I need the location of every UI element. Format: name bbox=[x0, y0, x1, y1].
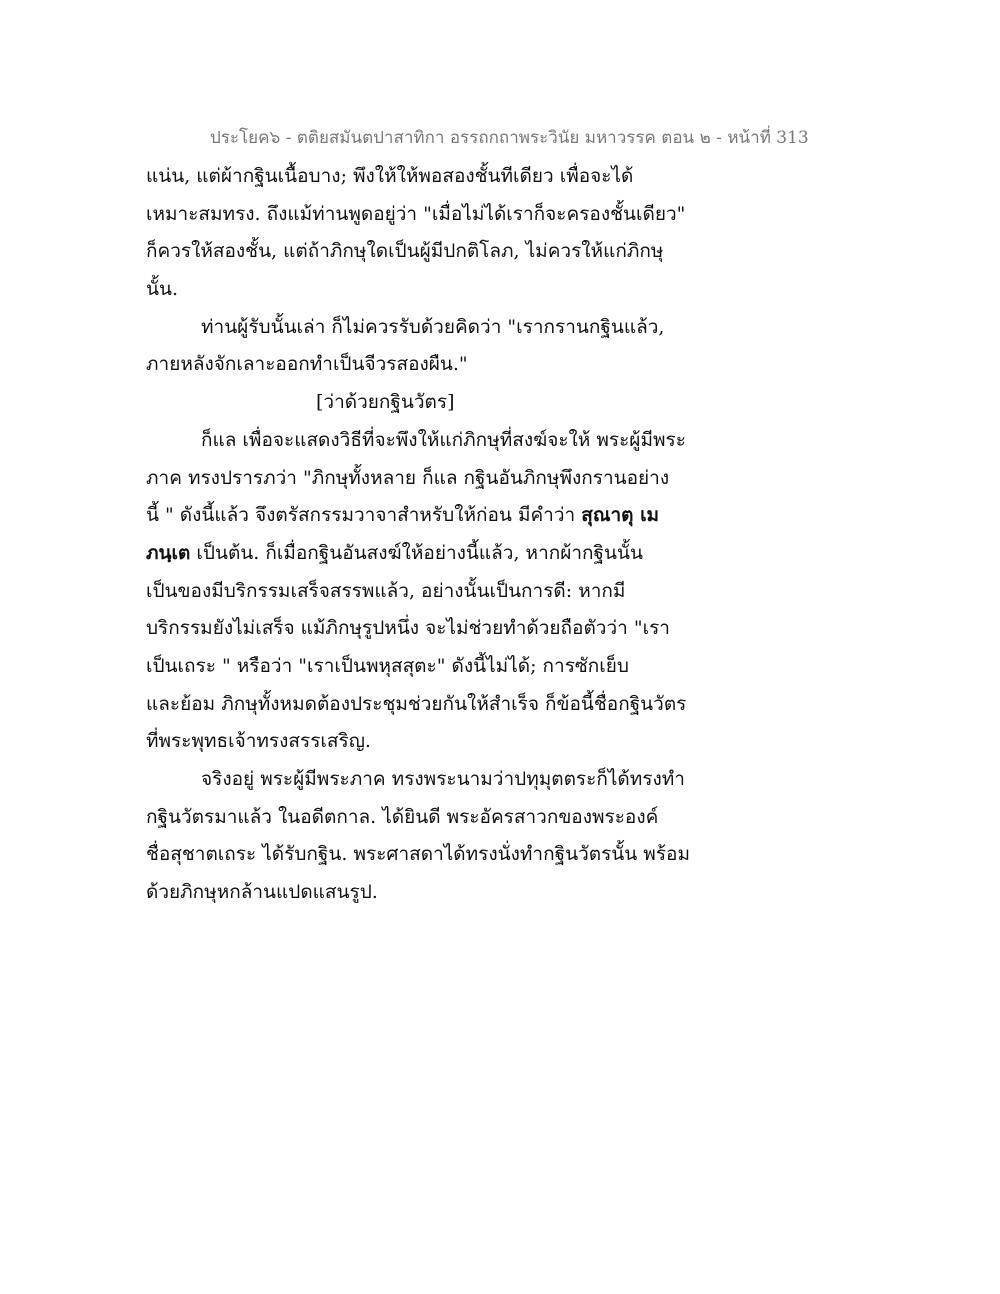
text-line: นั้น. bbox=[146, 278, 179, 301]
section-heading: [ว่าด้วยกฐินวัตร] bbox=[316, 391, 455, 414]
text-segment: เป็นต้น. ก็เมื่อกฐินอันสงฆ์ให้อย่างนี้แล้ว, หากผ้ากฐินนั้น bbox=[190, 541, 644, 564]
paragraph-start-line: ท่านผู้รับนั้นเล่า ก็ไม่ควรรับด้วยคิดว่า "เรากรานกฐินแล้ว, bbox=[201, 315, 665, 338]
text-line: ที่พระพุทธเจ้าทรงสรรเสริญ. bbox=[146, 730, 371, 753]
text-line bbox=[146, 535, 706, 573]
text-line: กฐินวัตรมาแล้ว ในอดีตกาล. ได้ยินดี พระอัครสาวกของพระองค์ bbox=[146, 805, 659, 828]
text-line: บริกรรมยังไม่เสร็จ แม้ภิกษุรูปหนึ่ง จะไม่ช่วยทำด้วยถือตัวว่า "เรา bbox=[146, 617, 670, 640]
text-line: แน่น, แต่ผ้ากฐินเนื้อบาง; พึงให้ให้พอสองชั้นทีเดียว เพื่อจะได้ bbox=[146, 165, 634, 187]
text-line: เป็นเถระ " หรือว่า "เราเป็นพหุสสุตะ" ดังนี้ไม่ได้; การซักเย็บ bbox=[146, 654, 629, 677]
text-line: เหมาะสมทรง. ถึงแม้ท่านพูดอยู่ว่า "เมื่อไม่ได้เราก็จะครองชั้นเดียว" bbox=[146, 202, 686, 225]
text-line: ภายหลังจักเลาะออกทำเป็นจีวรสองผืน." bbox=[146, 353, 468, 376]
paragraph-start-line: จริงอยู่ พระผู้มีพระภาค ทรงพระนามว่าปทุมุตตระก็ได้ทรงทำ bbox=[201, 768, 685, 790]
text-line: ภาค ทรงปรารภว่า "ภิกษุทั้งหลาย ก็แล กฐินอันภิกษุพึงกรานอย่าง bbox=[146, 466, 670, 489]
text-line: ด้วยภิกษุหกล้านแปดแสนรูป. bbox=[146, 881, 378, 904]
text-segment: นี้ " ดังนี้แล้ว จึงตรัสกรรมวาจาสำหรับให้ก่อน มีคำว่า bbox=[146, 504, 582, 527]
pali-term-bold: สุณาตุ เม bbox=[581, 504, 660, 527]
paragraph-start-line: ก็แล เพื่อจะแสดงวิธีที่จะพึงให้แก่ภิกษุที่สงฆ์จะให้ พระผู้มีพระ bbox=[201, 428, 686, 451]
page-header: ประโยค๖ - ตติยสมันตปาสาทิกา อรรถกถาพระวินัย มหาวรรค ตอน ๒ - หน้าที่ 313 bbox=[210, 128, 809, 148]
text-line bbox=[146, 497, 706, 535]
text-line: เป็นของมีบริกรรมเสร็จสรรพแล้ว, อย่างนั้นเป็นการดี: หากมี bbox=[146, 579, 626, 602]
text-line: ชื่อสุชาตเถระ ได้รับกฐิน. พระศาสดาได้ทรงนั่งทำกฐินวัตรนั้น พร้อม bbox=[146, 843, 690, 866]
pali-term-bold: ภนฺเต bbox=[146, 541, 191, 564]
document-body bbox=[146, 158, 706, 912]
text-line: ก็ควรให้สองชั้น, แต่ถ้าภิกษุใดเป็นผู้มีปกติโลภ, ไม่ควรให้แก่ภิกษุ bbox=[146, 240, 664, 263]
text-line: และย้อม ภิกษุทั้งหมดต้องประชุมช่วยกันให้สำเร็จ ก็ข้อนี้ชื่อกฐินวัตร bbox=[146, 692, 687, 715]
